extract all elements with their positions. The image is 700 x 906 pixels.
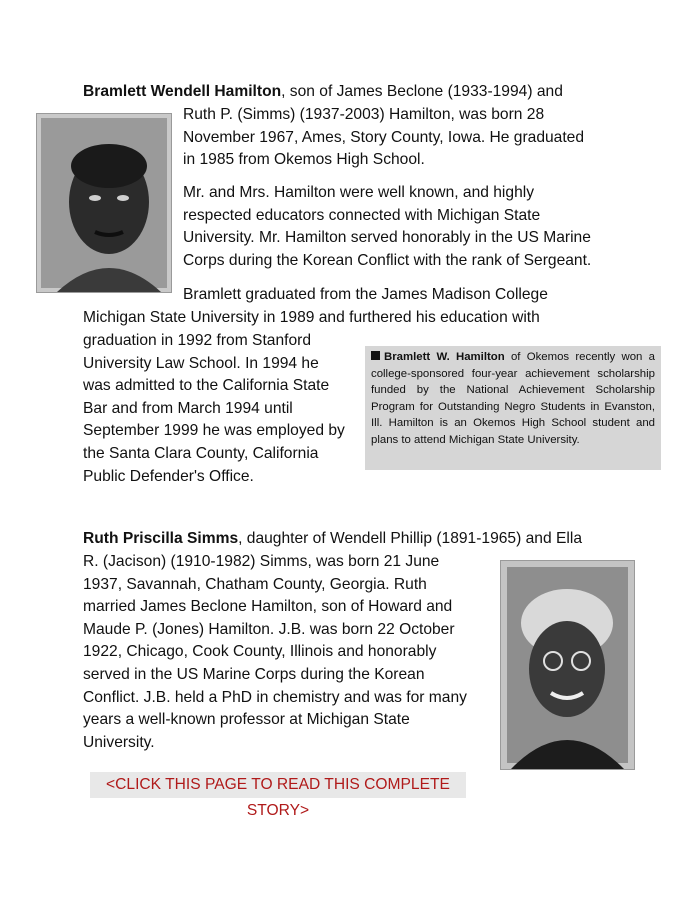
text-line: Maude P. (Jones) Hamilton. J.B. was born 22 October: [83, 620, 455, 638]
read-complete-story-link[interactable]: <CLICK THIS PAGE TO READ THIS COMPLETE STORY>: [90, 772, 466, 798]
newspaper-clipping: [365, 346, 661, 470]
text-line: the Santa Clara County, California: [83, 444, 319, 462]
square-bullet-icon: [371, 351, 380, 360]
text-line: married James Beclone Hamilton, son of Howard and: [83, 598, 453, 616]
bramlett-paragraph-3-line-1: Bramlett graduated from the James Madison College: [183, 286, 548, 303]
bramlett-paragraph-3-narrow: [83, 330, 345, 488]
text-line: in 1985 from Okemos High School.: [183, 151, 425, 169]
bramlett-photo: [36, 113, 172, 293]
text-line: University Law School. In 1994 he: [83, 354, 319, 372]
text-line: Bar and from March 1994 until: [83, 399, 293, 417]
bramlett-intro-text: , son of James Beclone (1933-1994) and: [281, 83, 563, 100]
ruth-paragraph: [83, 551, 467, 754]
ruth-intro: [83, 528, 582, 551]
text-line: Public Defender's Office.: [83, 467, 254, 485]
text-line: November 1967, Ames, Story County, Iowa. He graduated: [183, 128, 585, 146]
text-line: Ruth P. (Simms) (1937-2003) Hamilton, was born 28: [183, 106, 545, 123]
ruth-intro-text: , daughter of Wendell Phillip (1891-1965) and Ella: [238, 530, 582, 547]
text-line: Conflict. J.B. held a PhD in chemistry and was for many: [83, 688, 467, 706]
text-line: 1937, Savannah, Chatham County, Georgia. Ruth: [83, 575, 427, 593]
text-line: years a well-known professor at Michigan State: [83, 711, 410, 729]
text-line: respected educators connected with Michigan State: [183, 206, 541, 224]
text-line: R. (Jacison) (1910-1982) Simms, was born 21 June: [83, 553, 440, 570]
bramlett-intro: [83, 81, 563, 104]
text-line: University. Mr. Hamilton served honorably in the US Marine: [183, 229, 591, 247]
ruth-photo: [500, 560, 635, 770]
text-line: 1922, Chicago, Cook County, Illinois and honorably: [83, 643, 437, 661]
bramlett-paragraph-2: [183, 182, 591, 272]
bramlett-paragraph-3-line-2: Michigan State University in 1989 and furthered his education with: [83, 309, 540, 326]
ruth-name: Ruth Priscilla Simms: [83, 530, 239, 547]
text-line: September 1999 he was employed by: [83, 422, 345, 440]
clipping-text: of Okemos recently won a college-sponsored four-year achievement scholarship funded by the National Achievement Scholarship Program for Outstanding Negro Students in Evanston, Ill. Hamilton is an Okemos High School student and plans to attend Michigan State University.: [371, 351, 655, 446]
text-line: was admitted to the California State: [83, 377, 330, 395]
bramlett-name: Bramlett Wendell Hamilton: [83, 83, 282, 100]
bramlett-paragraph-1: [183, 104, 584, 172]
bramlett-portrait-image: [37, 114, 171, 292]
text-line: University.: [83, 733, 155, 751]
clipping-name: Bramlett W. Hamilton: [384, 351, 505, 363]
text-line: Corps during the Korean Conflict with the rank of Sergeant.: [183, 251, 592, 269]
ruth-portrait-image: [501, 561, 634, 769]
text-line: Mr. and Mrs. Hamilton were well known, and highly: [183, 184, 535, 201]
text-line: graduation in 1992 from Stanford: [83, 332, 311, 349]
text-line: served in the US Marine Corps during the Korean: [83, 665, 425, 683]
